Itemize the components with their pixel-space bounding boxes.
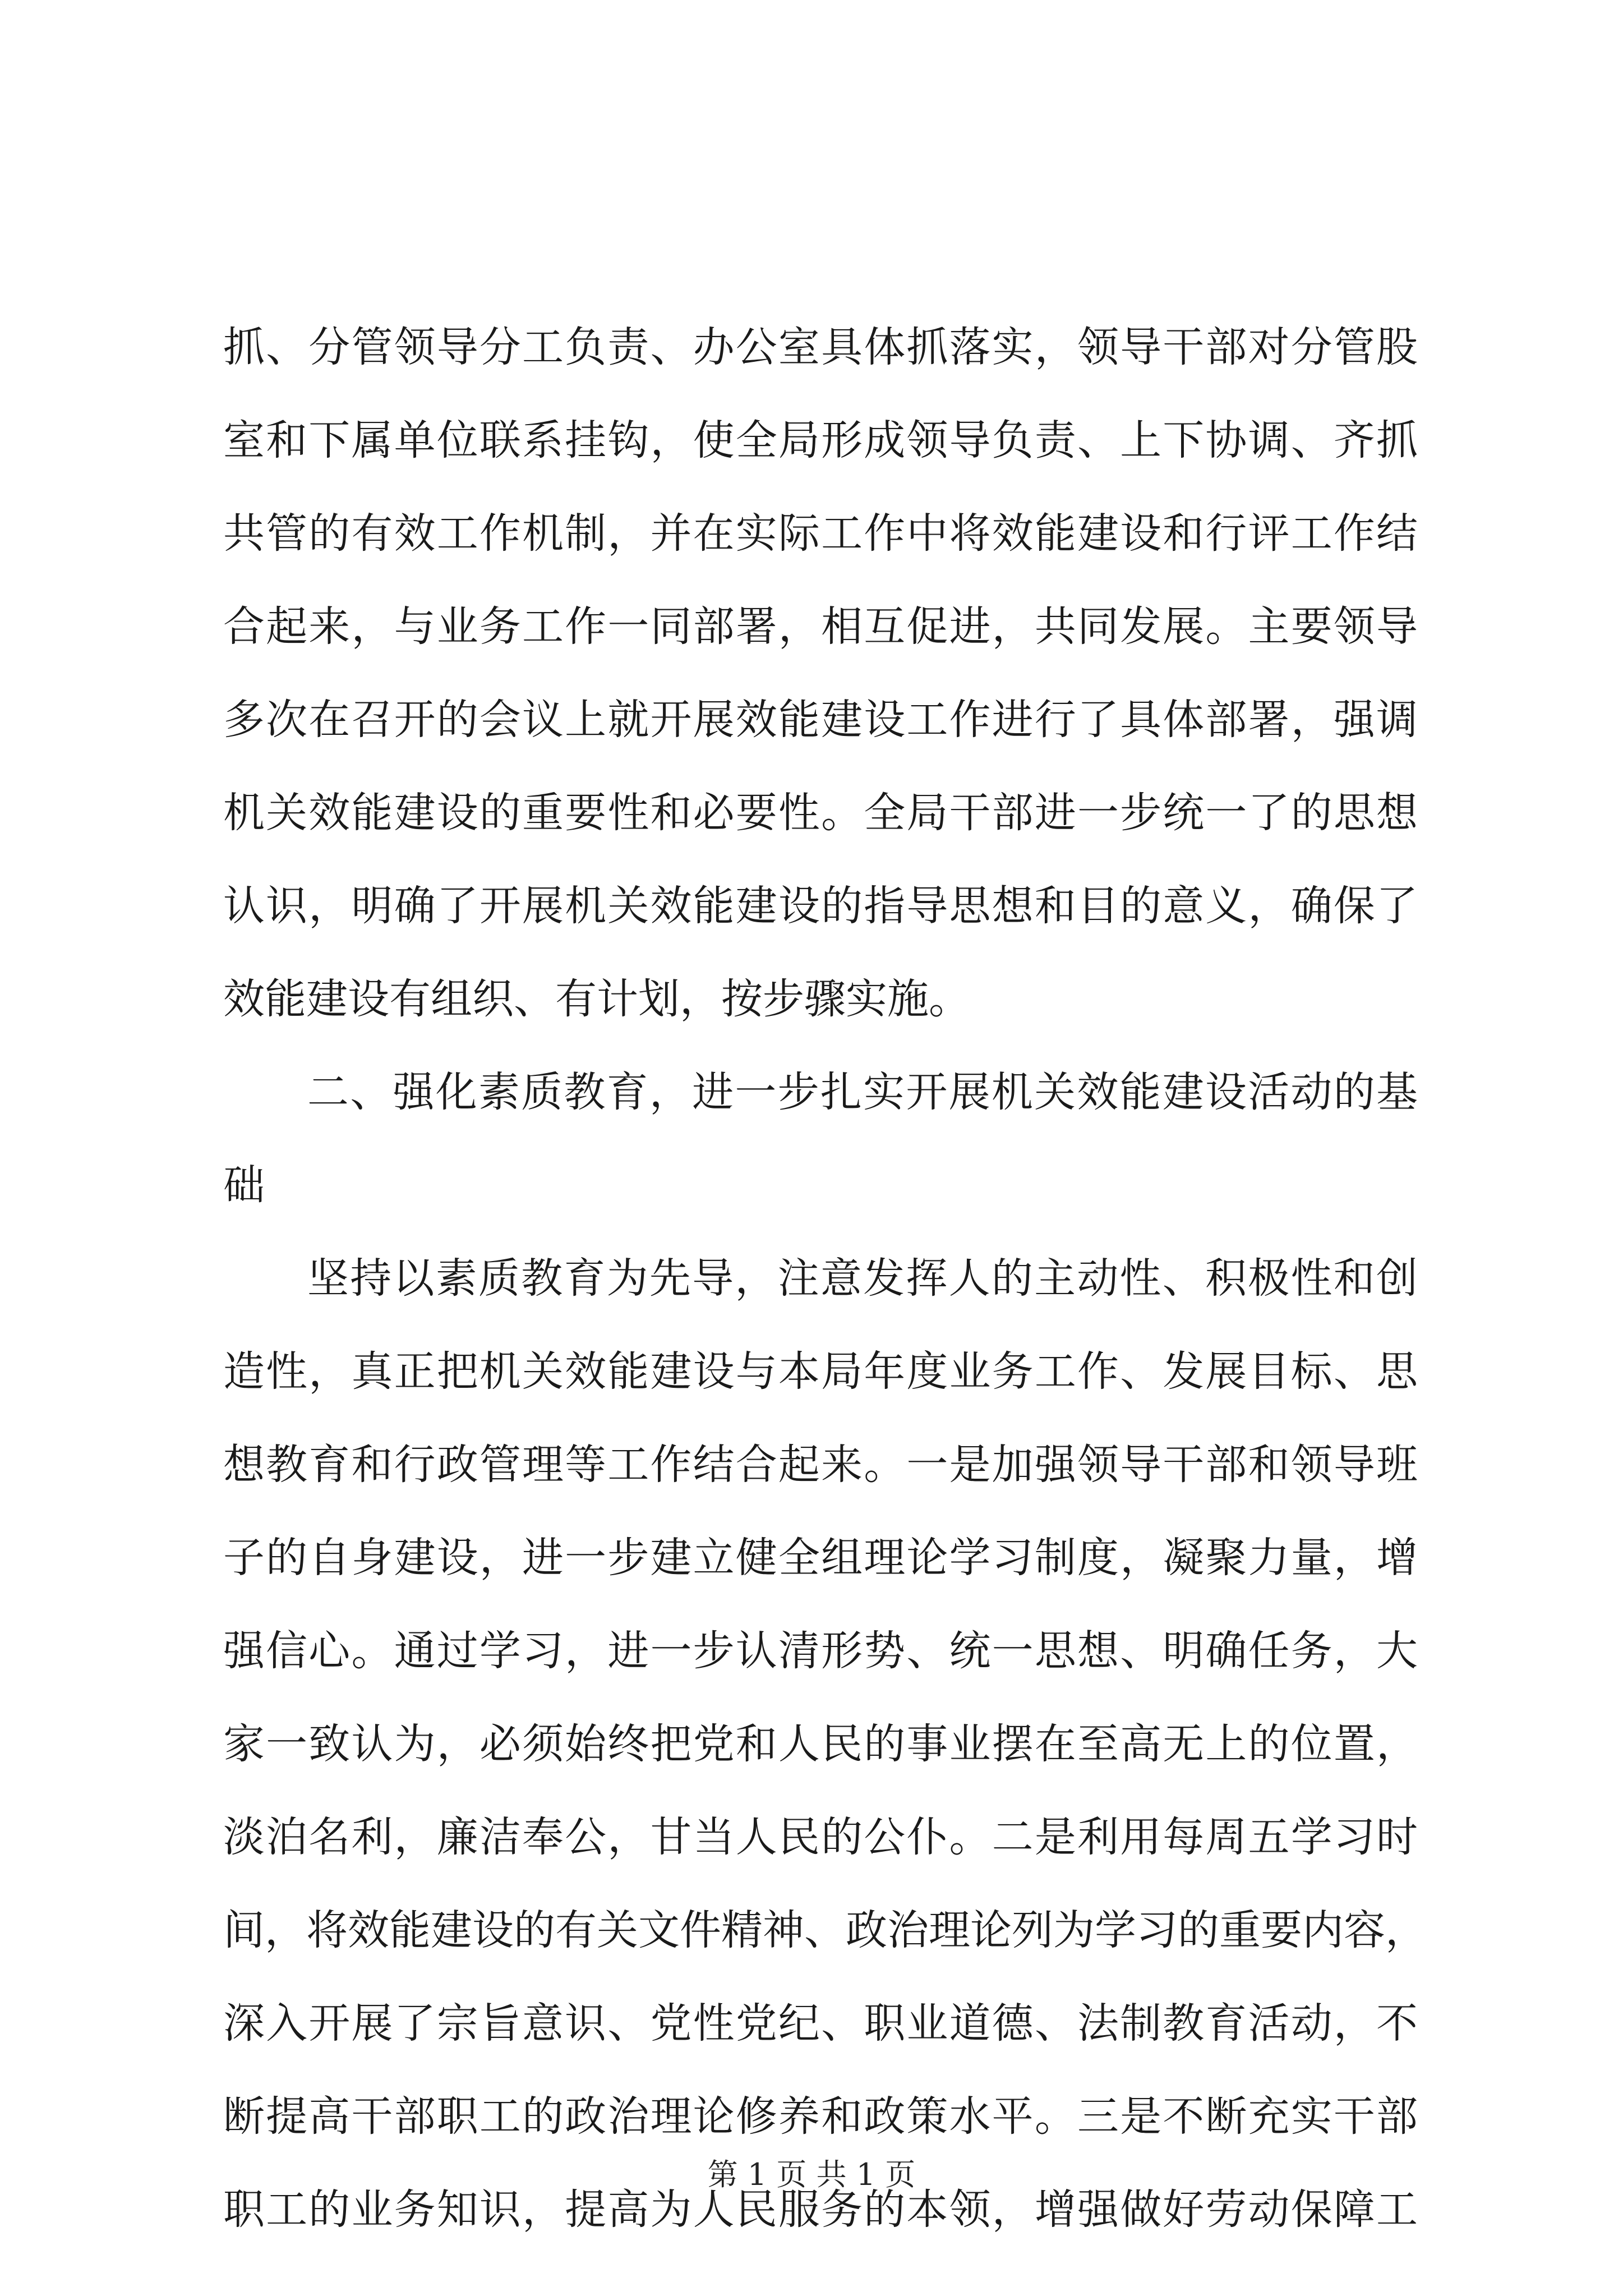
page-footer xyxy=(0,2155,1623,2194)
text-line: 职工的业务知识，提高为人民服务的本领，增强做好劳动保障工 xyxy=(223,2185,1418,2234)
document-body xyxy=(223,301,1427,2256)
text-line: 断提高干部职工的政治理论修养和政策水平。三是不断充实干部 xyxy=(223,2092,1418,2141)
page-number: 第 1 页 共 1 页 xyxy=(707,2157,916,2192)
text-line: 认识，明确了开展机关效能建设的指导思想和目的意义，确保了 xyxy=(223,882,1418,930)
text-line: 深入开展了宗旨意识、党性党纪、职业道德、法制教育活动，不 xyxy=(223,1999,1418,2047)
text-line: 子的自身建设，进一步建立健全组理论学习制度，凝聚力量，增 xyxy=(223,1534,1418,1582)
text-line: 机关效能建设的重要性和必要性。全局干部进一步统一了的思想 xyxy=(223,789,1418,837)
text-line: 造性，真正把机关效能建设与本局年度业务工作、发展目标、思 xyxy=(223,1347,1418,1396)
text-line: 想教育和行政管理等工作结合起来。一是加强领导干部和领导班 xyxy=(223,1441,1418,1489)
text-line: 效能建设有组织、有计划，按步骤实施。 xyxy=(223,975,970,1023)
text-line: 强信心。通过学习，进一步认清形势、统一思想、明确任务，大 xyxy=(223,1627,1418,1675)
text-line: 室和下属单位联系挂钩，使全局形成领导负责、上下协调、齐抓 xyxy=(223,416,1418,464)
text-line: 坚持以素质教育为先导，注意发挥人的主动性、积极性和创 xyxy=(307,1254,1418,1303)
text-line: 共管的有效工作机制，并在实际工作中将效能建设和行评工作结 xyxy=(223,509,1418,558)
section-heading-line: 础 xyxy=(223,1161,265,1209)
text-line: 家一致认为，必须始终把党和人民的事业摆在至高无上的位置， xyxy=(223,1720,1418,1768)
text-line: 合起来，与业务工作一同部署，相互促进，共同发展。主要领导 xyxy=(223,602,1418,651)
text-line: 间，将效能建设的有关文件精神、政治理论列为学习的重要内容， xyxy=(223,1906,1427,1954)
section-heading-line: 二、强化素质教育，进一步扎实开展机关效能建设活动的基 xyxy=(307,1068,1418,1116)
text-line: 多次在召开的会议上就开展效能建设工作进行了具体部署，强调 xyxy=(223,696,1418,744)
text-line: 淡泊名利，廉洁奉公，甘当人民的公仆。二是利用每周五学习时 xyxy=(223,1813,1418,1861)
text-line: 抓、分管领导分工负责、办公室具体抓落实，领导干部对分管股 xyxy=(223,323,1418,371)
